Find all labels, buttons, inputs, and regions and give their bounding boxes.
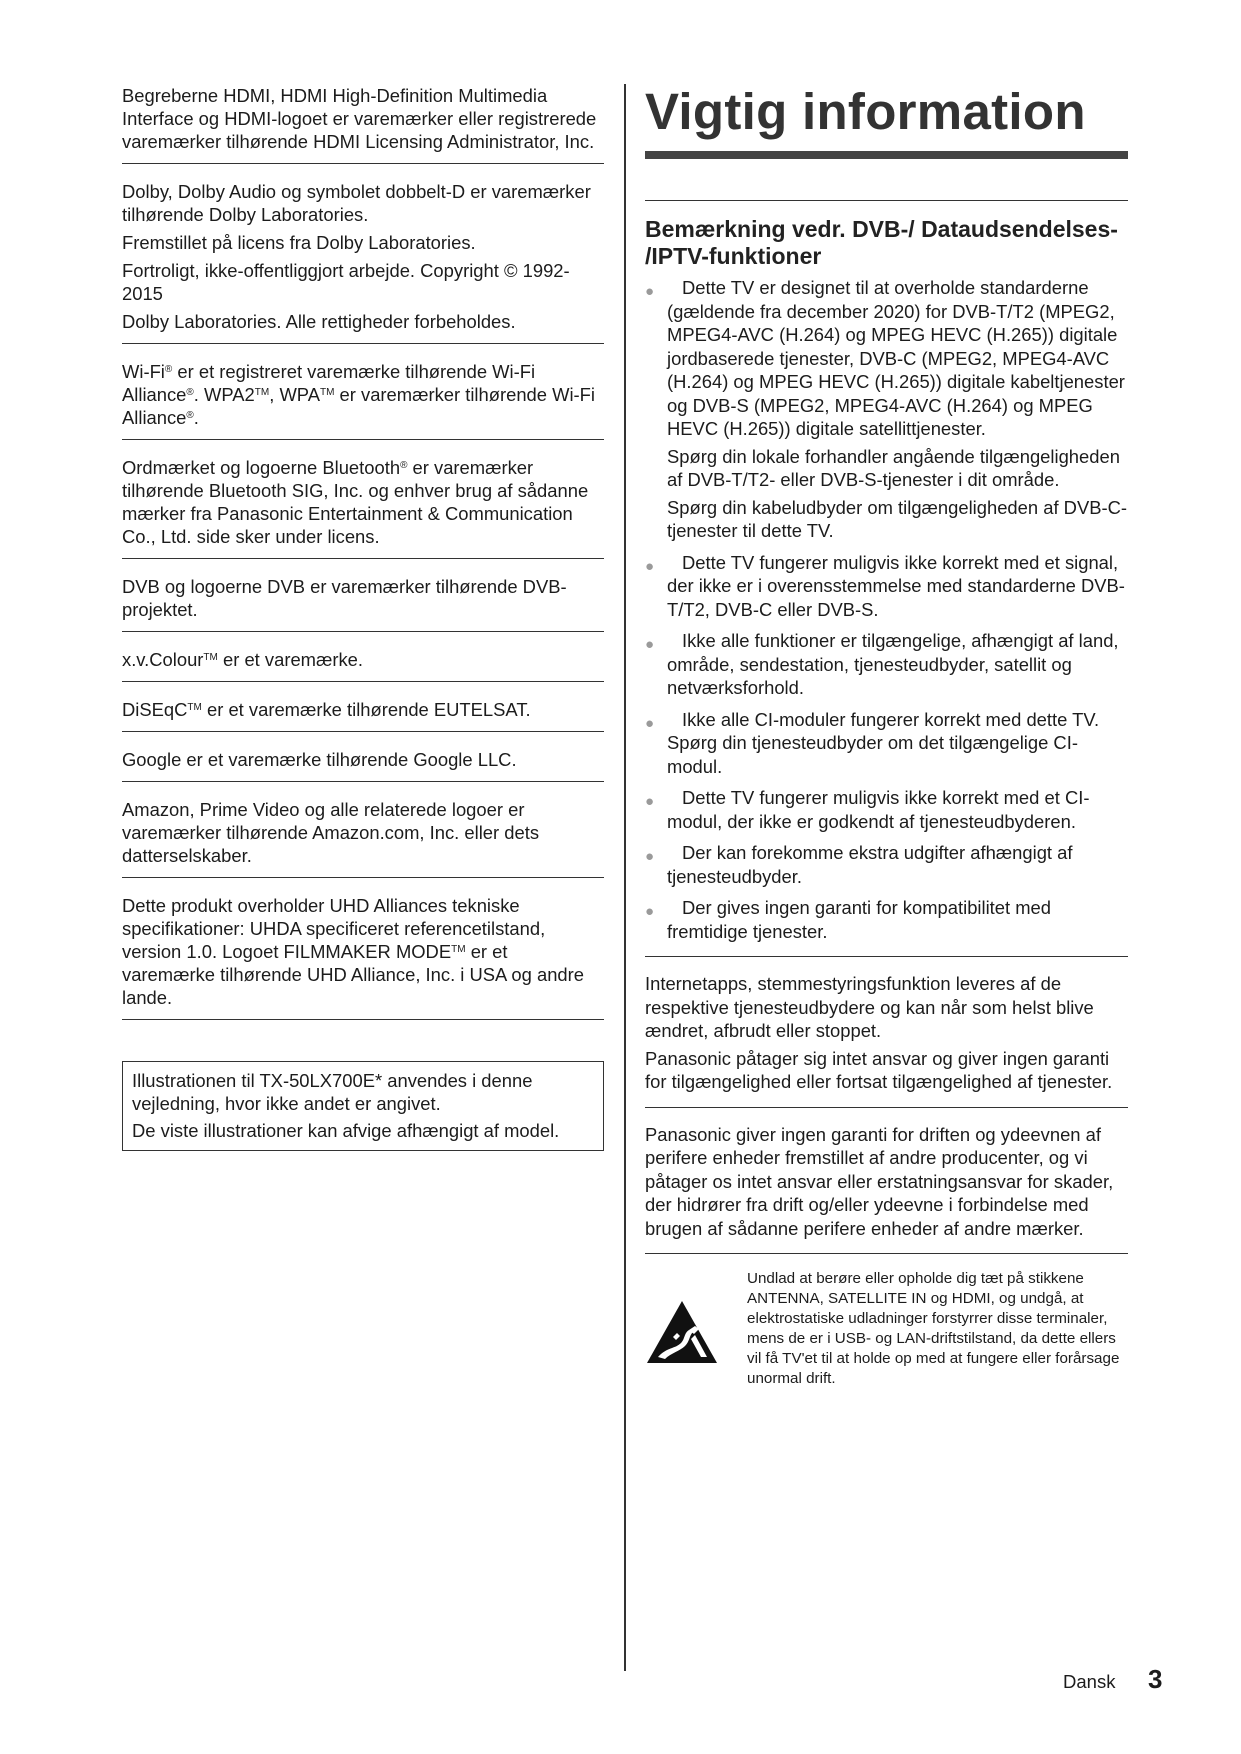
page-title: Vigtig information: [645, 83, 1086, 140]
bullet-icon: ●: [645, 714, 655, 732]
trademark-google: [122, 748, 604, 771]
column-divider: [624, 84, 626, 1671]
google-text: Google er et varemærke tilhørende Google LLC.: [122, 749, 517, 770]
bullet-icon: ●: [645, 557, 655, 575]
trademark-uhd: [122, 894, 604, 1009]
internet-apps-text: Internetapps, stemmestyringsfunktion leveres af de respektive tjenesteudbydere og kan når som helst blive ændret, afbrudt eller stoppet.: [645, 973, 1094, 1041]
divider: [122, 558, 604, 559]
esd-warning-text: Undlad at berøre eller opholde dig tæt på stikkene ANTENNA, SATELLITE IN og HDMI, og undgå, at elektrostatiske udladninger forstyrrer disse terminaler, mens de er i USB- og LAN-driftstilstand, da dette ellers vil få TV'et til at holde op med at fungere eller forårsage unormal drift.: [747, 1270, 1120, 1387]
trademark-xvcolour: [122, 648, 604, 671]
trademark-bluetooth: [122, 456, 604, 548]
divider: [645, 956, 1128, 957]
list-item: ● Dette TV er designet til at overholde standarderne (gældende fra december 2020) for DVB-T/T2 (MPEG2, MPEG4-AVC (H.264) og MPEG HEVC (H.265)) digitale jordbaserede tjenester, DVB-C (MPEG2, MPEG4-AVC (H.264) og MPEG HEVC (H.265)) digitale kabeltjenester og DVB-S (MPEG2, MPEG4-AVC (H.264) og MPEG HEVC (H.265)) digitale satellittjenester. Spørg din lokale forhandler angående tilgængeligheden af DVB-T/T2- eller DVB-S-tjenester i dit område. Spørg din kabeludbyder om tilgængeligheden af DVB-C-tjenester til dette TV.: [645, 277, 1128, 541]
trademark-diseqc: [122, 698, 604, 721]
divider: [122, 731, 604, 732]
bluetooth-text: Ordmærket og logoerne Bluetooth® er varemærker tilhørende Bluetooth SIG, Inc. og enhver brug af sådanne mærker fra Panasonic Entertainment & Communication Co., Ltd. side sker under licens.: [122, 457, 589, 547]
dvb-text: DVB og logoerne DVB er varemærker tilhørende DVB-projektet.: [122, 576, 567, 620]
esd-warning: [645, 1269, 1128, 1404]
divider: [645, 1107, 1128, 1108]
divider: [122, 343, 604, 344]
trademark-dolby: [122, 180, 604, 333]
internet-apps-disclaimer: Panasonic påtager sig intet ansvar og giver ingen garanti for tilgængelighed eller fortsat tilgængelighed af tjenester.: [645, 1047, 1113, 1092]
bullet-icon: ●: [645, 848, 655, 865]
list-item: ● Dette TV fungerer muligvis ikke korrekt med et CI-modul, der ikke er godkendt af tjenesteudbyderen.: [645, 787, 1090, 832]
note-text-2: De viste illustrationer kan afvige afhængigt af model.: [132, 1120, 560, 1141]
trademark-amazon: [122, 798, 604, 867]
page-number: 3: [1148, 1664, 1163, 1694]
trademark-hdmi: [122, 84, 604, 153]
dolby-text-2: Fremstillet på licens fra Dolby Laboratories.: [122, 232, 476, 253]
notice-list: [645, 276, 1128, 943]
divider: [122, 681, 604, 682]
sub-paragraph: Spørg din kabeludbyder om tilgængeligheden af DVB-C-tjenester til dette TV.: [667, 496, 1128, 541]
list-item: ● Der gives ingen garanti for kompatibilitet med fremtidige tjenester.: [645, 897, 1052, 942]
trademark-wifi: [122, 360, 604, 429]
divider: [122, 781, 604, 782]
footer-language: Dansk: [1063, 1671, 1116, 1692]
bullet-icon: ●: [645, 636, 655, 653]
title-rule: [645, 151, 1128, 159]
trademark-dvb: [122, 575, 604, 621]
hdmi-text: Begreberne HDMI, HDMI High-Definition Multimedia Interface og HDMI-logoet er varemærker eller registrerede varemærker tilhørende HDMI Licensing Administrator, Inc.: [122, 85, 597, 152]
section-heading: Bemærkning vedr. DVB-/ Dataudsendelses- /IPTV-funktioner: [645, 216, 1118, 269]
dolby-text-4: Dolby Laboratories. Alle rettigheder forbeholdes.: [122, 311, 516, 332]
divider: [122, 439, 604, 440]
bullet-icon: ●: [645, 903, 655, 920]
divider: [645, 200, 1128, 201]
illustration-note-box: [122, 1061, 604, 1151]
peripheral-disclaimer: Panasonic giver ingen garanti for driften og ydeevnen af perifere enheder fremstillet af andre producenter, og vi påtager os intet ansvar eller erstatningsansvar for skader, der hidrører fra drift og/eller ydeevne i forbindelse med brugen af sådanne perifere enheder af andre mærker.: [645, 1123, 1114, 1239]
amazon-text: Amazon, Prime Video og alle relaterede logoer er varemærker tilhørende Amazon.com, Inc. eller dets datterselskaber.: [122, 799, 540, 866]
note-text-1: Illustrationen til TX-50LX700E* anvendes i denne vejledning, hvor ikke andet er angivet.: [132, 1070, 533, 1114]
list-item: ● Ikke alle funktioner er tilgængelige, afhængigt af land, område, sendestation, tjenesteudbyder, satellit og netværksforhold.: [645, 630, 1119, 698]
divider: [122, 631, 604, 632]
bullet-icon: ●: [645, 793, 655, 810]
divider: [645, 1253, 1128, 1254]
divider: [122, 163, 604, 164]
sub-paragraph: Spørg din lokale forhandler angående tilgængeligheden af DVB-T/T2- eller DVB-S-tjenester i dit område.: [667, 445, 1120, 490]
trademark-column: [122, 84, 604, 1151]
dolby-text-3: Fortroligt, ikke-offentliggjort arbejde. Copyright © 1992-2015: [122, 260, 570, 304]
list-item: ● Ikke alle CI-moduler fungerer korrekt med dette TV. Spørg din tjenesteudbyder om det tilgængelige CI-modul.: [645, 708, 1100, 777]
divider: [122, 877, 604, 878]
wifi-text: Wi-Fi® er et registreret varemærke tilhørende Wi-Fi Alliance®. WPA2™, WPA™ er varemærker tilhørende Wi-Fi Alliance®.: [122, 361, 595, 428]
list-item: ● Der kan forekomme ekstra udgifter afhængigt af tjenesteudbyder.: [645, 842, 1073, 887]
esd-warning-icon: [645, 1299, 719, 1365]
important-info-column: [645, 84, 1128, 1404]
bullet-icon: ●: [645, 283, 655, 300]
diseqc-text: DiSEqC™ er et varemærke tilhørende EUTELSAT.: [122, 699, 531, 720]
xvcolour-text: x.v.Colour™ er et varemærke.: [122, 649, 363, 670]
dolby-text-1: Dolby, Dolby Audio og symbolet dobbelt-D er varemærker tilhørende Dolby Laboratories.: [122, 181, 591, 225]
list-item: ● Dette TV fungerer muligvis ikke korrekt med et signal, der ikke er i overensstemmelse med standarderne DVB-T/T2, DVB-C eller DVB-S.: [645, 551, 1125, 620]
uhd-text: Dette produkt overholder UHD Alliances tekniske specifikationer: UHDA specificeret referencetilstand, version 1.0. Logoet FILMMAKER MODE™ er et varemærke tilhørende UHD Alliance, Inc. i USA og andre lande.: [122, 895, 585, 1008]
divider: [122, 1019, 604, 1020]
